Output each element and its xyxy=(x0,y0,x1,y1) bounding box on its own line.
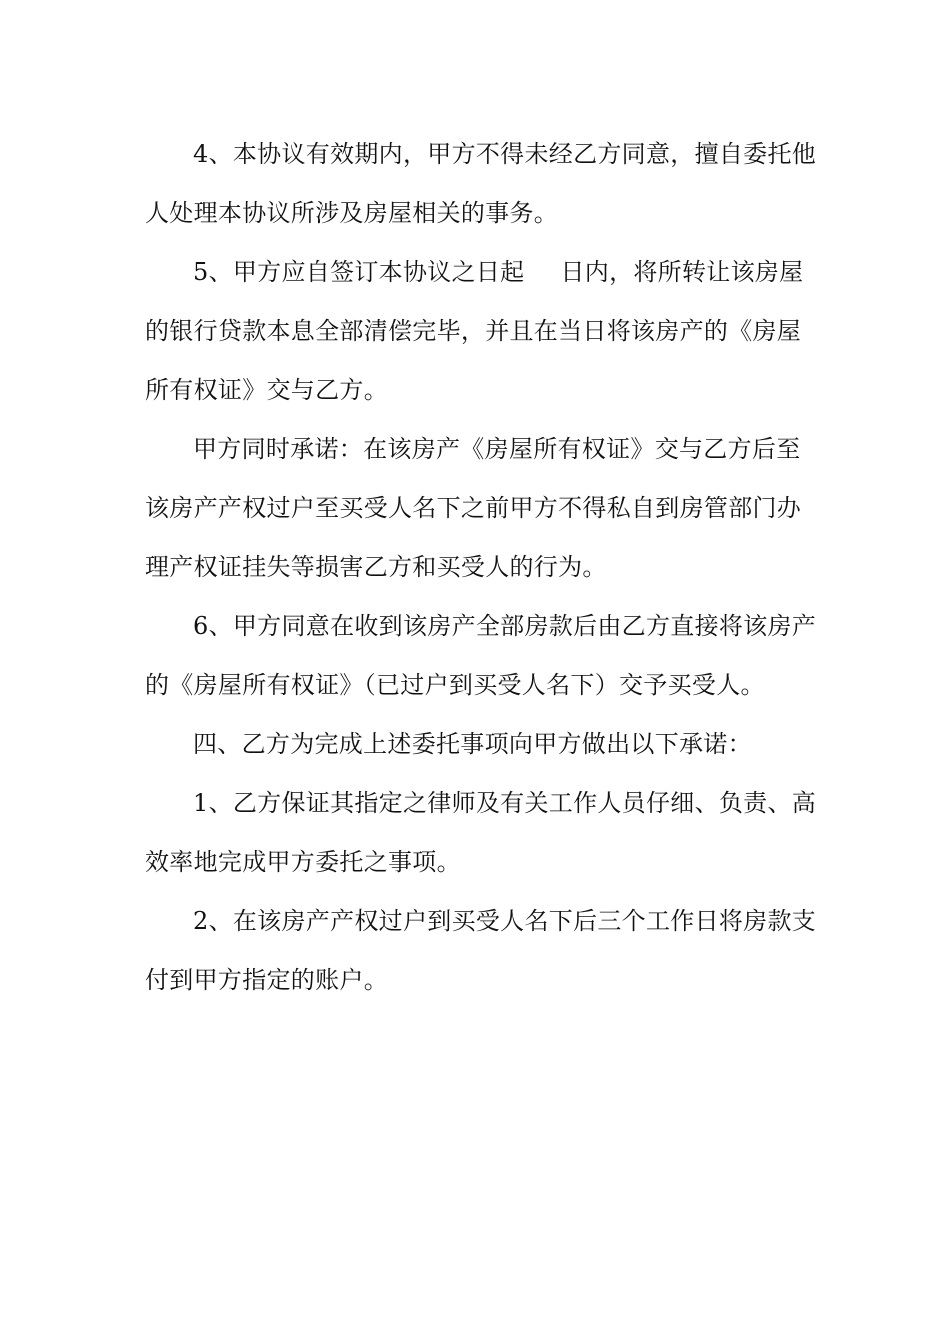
document-body xyxy=(145,125,817,1010)
section-4-heading xyxy=(145,715,807,774)
text-line: 人处理本协议所涉及房屋相关的事务。 xyxy=(145,199,559,227)
text-line: 6、甲方同意在收到该房产全部房款后由乙方直接将该房产 xyxy=(193,612,817,640)
party-a-commitment xyxy=(145,420,807,597)
text-line: 4、本协议有效期内，甲方不得未经乙方同意，擅自委托他 xyxy=(193,140,817,168)
text-segment: 5、甲方应自签订本协议之日起 xyxy=(193,258,525,286)
text-line: 效率地完成甲方委托之事项。 xyxy=(145,848,461,876)
text-line: 甲方同时承诺：在该房产《房屋所有权证》交与乙方后至 xyxy=(193,435,801,463)
clause-4 xyxy=(145,125,817,243)
text-line: 1、乙方保证其指定之律师及有关工作人员仔细、负责、高 xyxy=(193,789,817,817)
text-line xyxy=(145,243,807,302)
text-line: 所有权证》交与乙方。 xyxy=(145,376,388,404)
clause-6 xyxy=(145,597,817,715)
text-line: 四、乙方为完成上述委托事项向甲方做出以下承诺： xyxy=(193,730,752,758)
text-line: 理产权证挂失等损害乙方和买受人的行为。 xyxy=(145,553,607,581)
text-line: 付到甲方指定的账户。 xyxy=(145,966,388,994)
text-line: 2、在该房产产权过户到买受人名下后三个工作日将房款支 xyxy=(193,907,817,935)
text-line: 该房产产权过户至买受人名下之前甲方不得私自到房管部门办 xyxy=(145,494,802,522)
clause-5 xyxy=(145,243,807,420)
text-line: 的银行贷款本息全部清偿完毕，并且在当日将该房产的《房屋 xyxy=(145,317,802,345)
section-4-clause-1 xyxy=(145,774,817,892)
text-segment: 日内，将所转让该房屋 xyxy=(560,258,804,286)
text-line: 的《房屋所有权证》（已过户到买受人名下）交予买受人。 xyxy=(145,671,765,699)
section-4-clause-2 xyxy=(145,892,817,1010)
